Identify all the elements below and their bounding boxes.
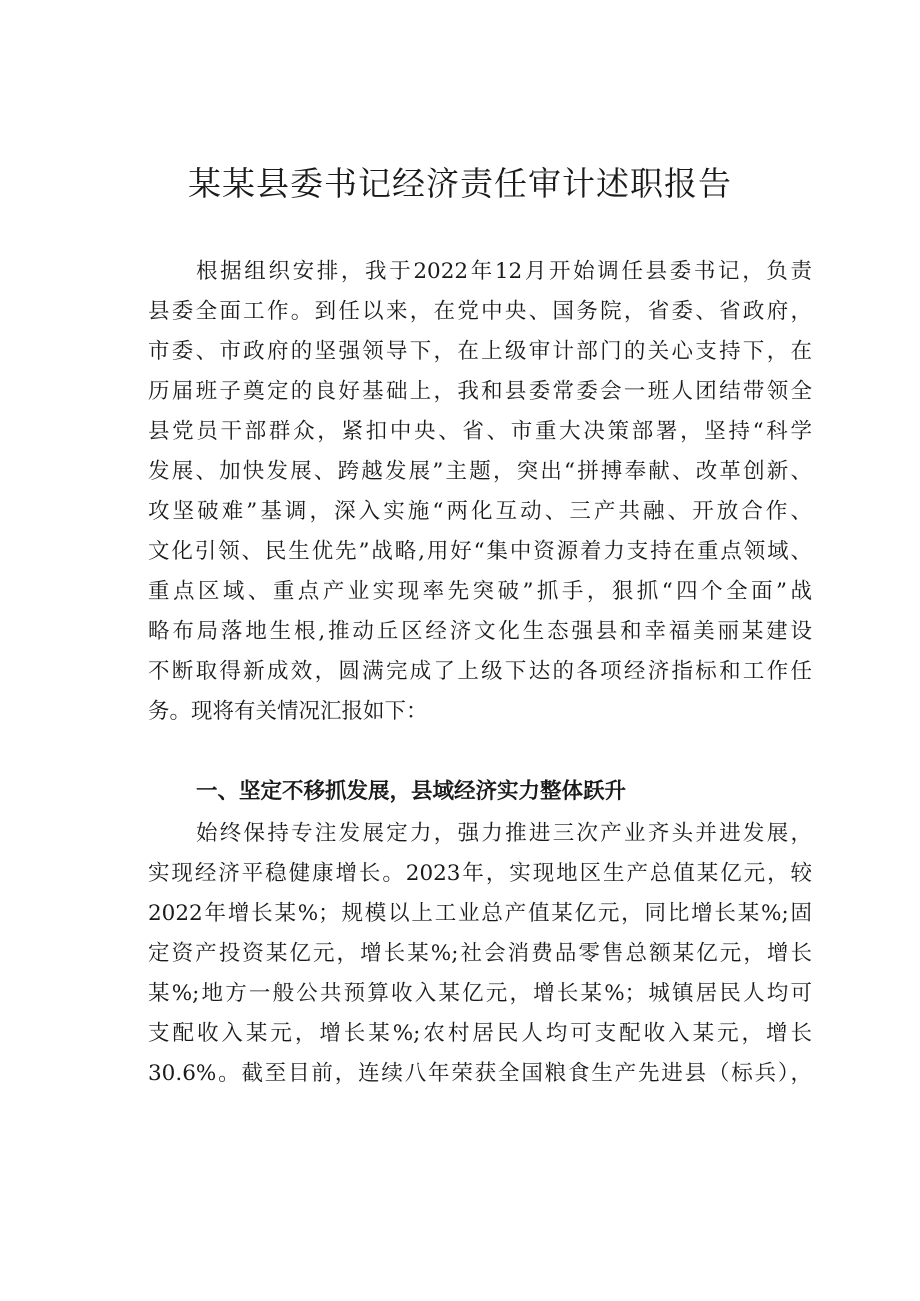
paragraph-line: 县委全面工作。到任以来，在党中央、国务院，省委、省政府， bbox=[148, 299, 812, 324]
document-title: 某某县委书记经济责任审计述职报告 bbox=[188, 164, 732, 203]
paragraph-line: 实现经济平稳健康增长。2023年，实现地区生产总值某亿元，较 bbox=[148, 861, 812, 886]
paragraph-line: 重点区域、重点产业实现率先突破”抓手，狠抓“四个全面”战 bbox=[148, 579, 812, 604]
section-heading: 一、坚定不移抓发展，县域经济实力整体跃升 bbox=[196, 779, 627, 804]
paragraph-line: 定资产投资某亿元，增长某%;社会消费品零售总额某亿元，增长 bbox=[148, 941, 812, 966]
paragraph-line: 略布局落地生根,推动丘区经济文化生态强县和幸福美丽某建设 bbox=[148, 619, 812, 644]
paragraph-line: 县党员干部群众，紧扣中央、省、市重大决策部署，坚持“科学 bbox=[148, 419, 812, 444]
paragraph-line: 攻坚破难”基调，深入实施“两化互动、三产共融、开放合作、 bbox=[148, 499, 812, 524]
paragraph-line: 根据组织安排，我于2022年12月开始调任县委书记，负责 bbox=[196, 259, 812, 284]
paragraph-line: 30.6%。截至目前，连续八年荣获全国粮食生产先进县（标兵）， bbox=[148, 1061, 812, 1086]
paragraph-line: 某%;地方一般公共预算收入某亿元，增长某%；城镇居民人均可 bbox=[148, 981, 812, 1006]
paragraph-line: 发展、加快发展、跨越发展”主题，突出“拼搏奉献、改革创新、 bbox=[148, 459, 812, 484]
paragraph-line: 2022年增长某%；规模以上工业总产值某亿元，同比增长某%;固 bbox=[148, 901, 812, 926]
paragraph-line: 不断取得新成效，圆满完成了上级下达的各项经济指标和工作任 bbox=[148, 659, 812, 684]
paragraph-line: 历届班子奠定的良好基础上，我和县委常委会一班人团结带领全 bbox=[148, 379, 812, 404]
paragraph-line: 文化引领、民生优先”战略,用好“集中资源着力支持在重点领域、 bbox=[148, 539, 812, 564]
paragraph-line: 始终保持专注发展定力，强力推进三次产业齐头并进发展， bbox=[196, 821, 812, 846]
paragraph-line: 务。现将有关情况汇报如下： bbox=[148, 699, 428, 724]
paragraph-line: 支配收入某元，增长某%;农村居民人均可支配收入某元，增长 bbox=[148, 1021, 812, 1046]
paragraph-line: 市委、市政府的坚强领导下，在上级审计部门的关心支持下，在 bbox=[148, 339, 812, 364]
